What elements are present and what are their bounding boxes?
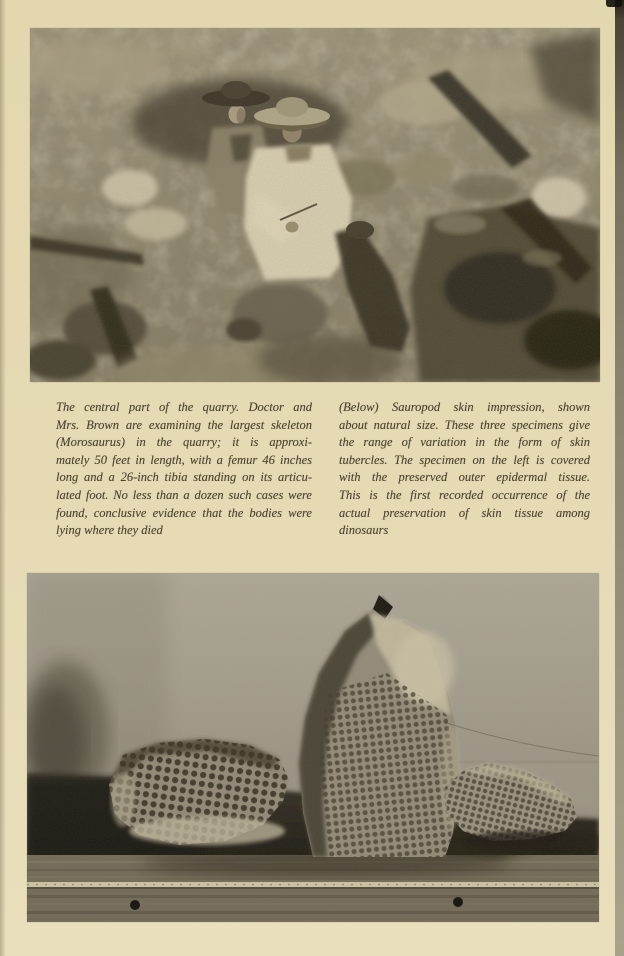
caption-quarry	[56, 399, 312, 540]
caption-line: about natural size. These three specimens give	[339, 417, 590, 432]
caption-line: (Morosaurus) in the quarry; it is approxi-	[56, 435, 312, 450]
caption-line: the range of variation in the form of skin	[339, 435, 590, 450]
caption-line: tubercles. The specimen on the left is covered	[339, 452, 590, 467]
caption-line: long and a 26-inch tibia standing on its articu-	[56, 470, 312, 485]
caption-line: The central part of the quarry. Doctor and	[56, 400, 312, 414]
page-left-shade	[0, 0, 6, 956]
caption-line: actual preservation of skin tissue among	[339, 505, 590, 520]
caption-line: lying where they died	[56, 523, 163, 538]
quarry-photo	[30, 28, 600, 382]
caption-line: mately 50 feet in length, with a femur 46 inches	[56, 452, 312, 467]
caption-line: This is the first recorded occurrence of the	[339, 487, 590, 502]
specimens-photo-art	[27, 573, 599, 922]
caption-line: Mrs. Brown are examining the largest skeleton	[56, 417, 312, 432]
scan-edge-dark-corner	[606, 0, 622, 7]
scan-edge-band	[615, 0, 624, 956]
caption-line: lated foot. No less than a dozen such cases were	[56, 487, 312, 502]
specimens-photo	[27, 573, 599, 922]
caption-line: with the preserved outer epidermal tissue.	[339, 470, 590, 485]
caption-skin-impression	[339, 399, 590, 540]
caption-line: found, conclusive evidence that the bodies were	[56, 505, 312, 520]
caption-line: (Below) Sauropod skin impression, shown	[339, 400, 590, 414]
caption-line: dinosaurs	[339, 523, 389, 538]
quarry-photo-art	[30, 28, 600, 382]
